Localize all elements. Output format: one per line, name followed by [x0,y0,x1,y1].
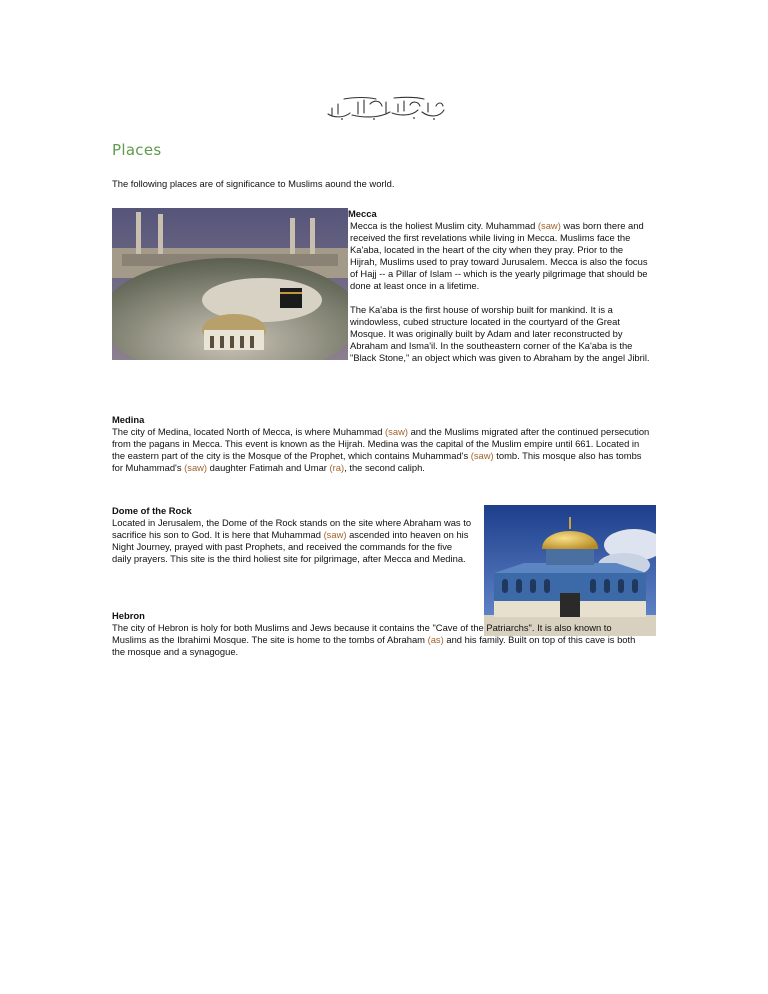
honorific: (saw) [184,462,208,473]
honorific: (saw) [470,450,494,461]
section-heading-hebron: Hebron [112,610,145,621]
text-run: and the Muslims migrated after the continued persecution from the pagans in Mecca. This event is known as the Hijrah. Medina was the capital of the Muslim empire until 661. Located in the eastern part of the city is the Mosque of the Prophet, which contains Muhammad's [112,426,650,461]
page-title: Places [112,141,162,159]
honorific: (saw) [385,426,408,437]
text-run: Located in Jerusalem, the Dome of the Rock stands on the site where Abraham was to sacrifice his son to God. It is here that Muhammad [112,517,472,540]
intro-text: The following places are of significance to Muslims aound the world. [112,178,395,189]
text-run: ascended into heaven on his Night Journey, prayed with past Prophets, and received the commands for the five daily prayers. This site is the third holiest site for pilgrimage, after Mecca and Medina. [112,529,469,564]
text-run: The city of Medina, located North of Mecca, is where Muhammad [112,426,386,437]
text-run: tomb. This mosque also has tombs for Muhammad's [112,450,642,473]
medina-paragraph [112,426,654,474]
text-run: , the second caliph. [344,462,425,473]
text-run: and his family. Built on top of this cave is both the mosque and a synagogue. [112,634,636,657]
section-medina [112,414,654,474]
text-run: The city of Hebron is holy for both Muslims and Jews because it contains the "Cave of the Patriarchs". It is also known to Muslims as the Ibrahimi Mosque. The site is home to the tombs of Abraham [112,622,612,645]
section-heading-medina: Medina [112,414,145,425]
section-heading-mecca: Mecca [348,208,377,219]
section-mecca [112,208,652,364]
text-run: Mecca is the holiest Muslim city. Muhammad [350,220,538,231]
honorific: (as) [427,634,444,645]
honorific: (saw) [537,220,561,231]
text-run: daughter Fatimah and Umar [207,462,330,473]
section-hebron [112,610,642,658]
honorific: (ra) [329,462,345,473]
section-heading-dome-of-the-rock: Dome of the Rock [112,505,192,516]
honorific: (saw) [323,529,347,540]
text-run: was born there and received the first revelations while living in Mecca. Muslims face the Ka'aba, located in the heart of the city when they pray. Prior to the Hijrah, Muslims used to pray toward Jurusalem. Mecca is also the focus of Hajj -- a Pillar of Islam -- which is the yearly pilgrimage that should be done at least once in a lifetime. [350,220,648,291]
hebron-paragraph [112,622,642,658]
mecca-photo [112,208,348,360]
mecca-paragraph-2: The Ka'aba is the first house of worship built for mankind. It is a windowless, cubed structure located in the courtyard of the Great Mosque. It was originally built by Adam and later reconstructed by Abraham and Isma'il. In the southeastern corner of the Ka'aba is the "Black Stone," an object which was given to Abraham by the angel Jibril. [350,304,650,363]
dome-paragraph [112,517,472,565]
bismillah-calligraphy [324,96,448,122]
